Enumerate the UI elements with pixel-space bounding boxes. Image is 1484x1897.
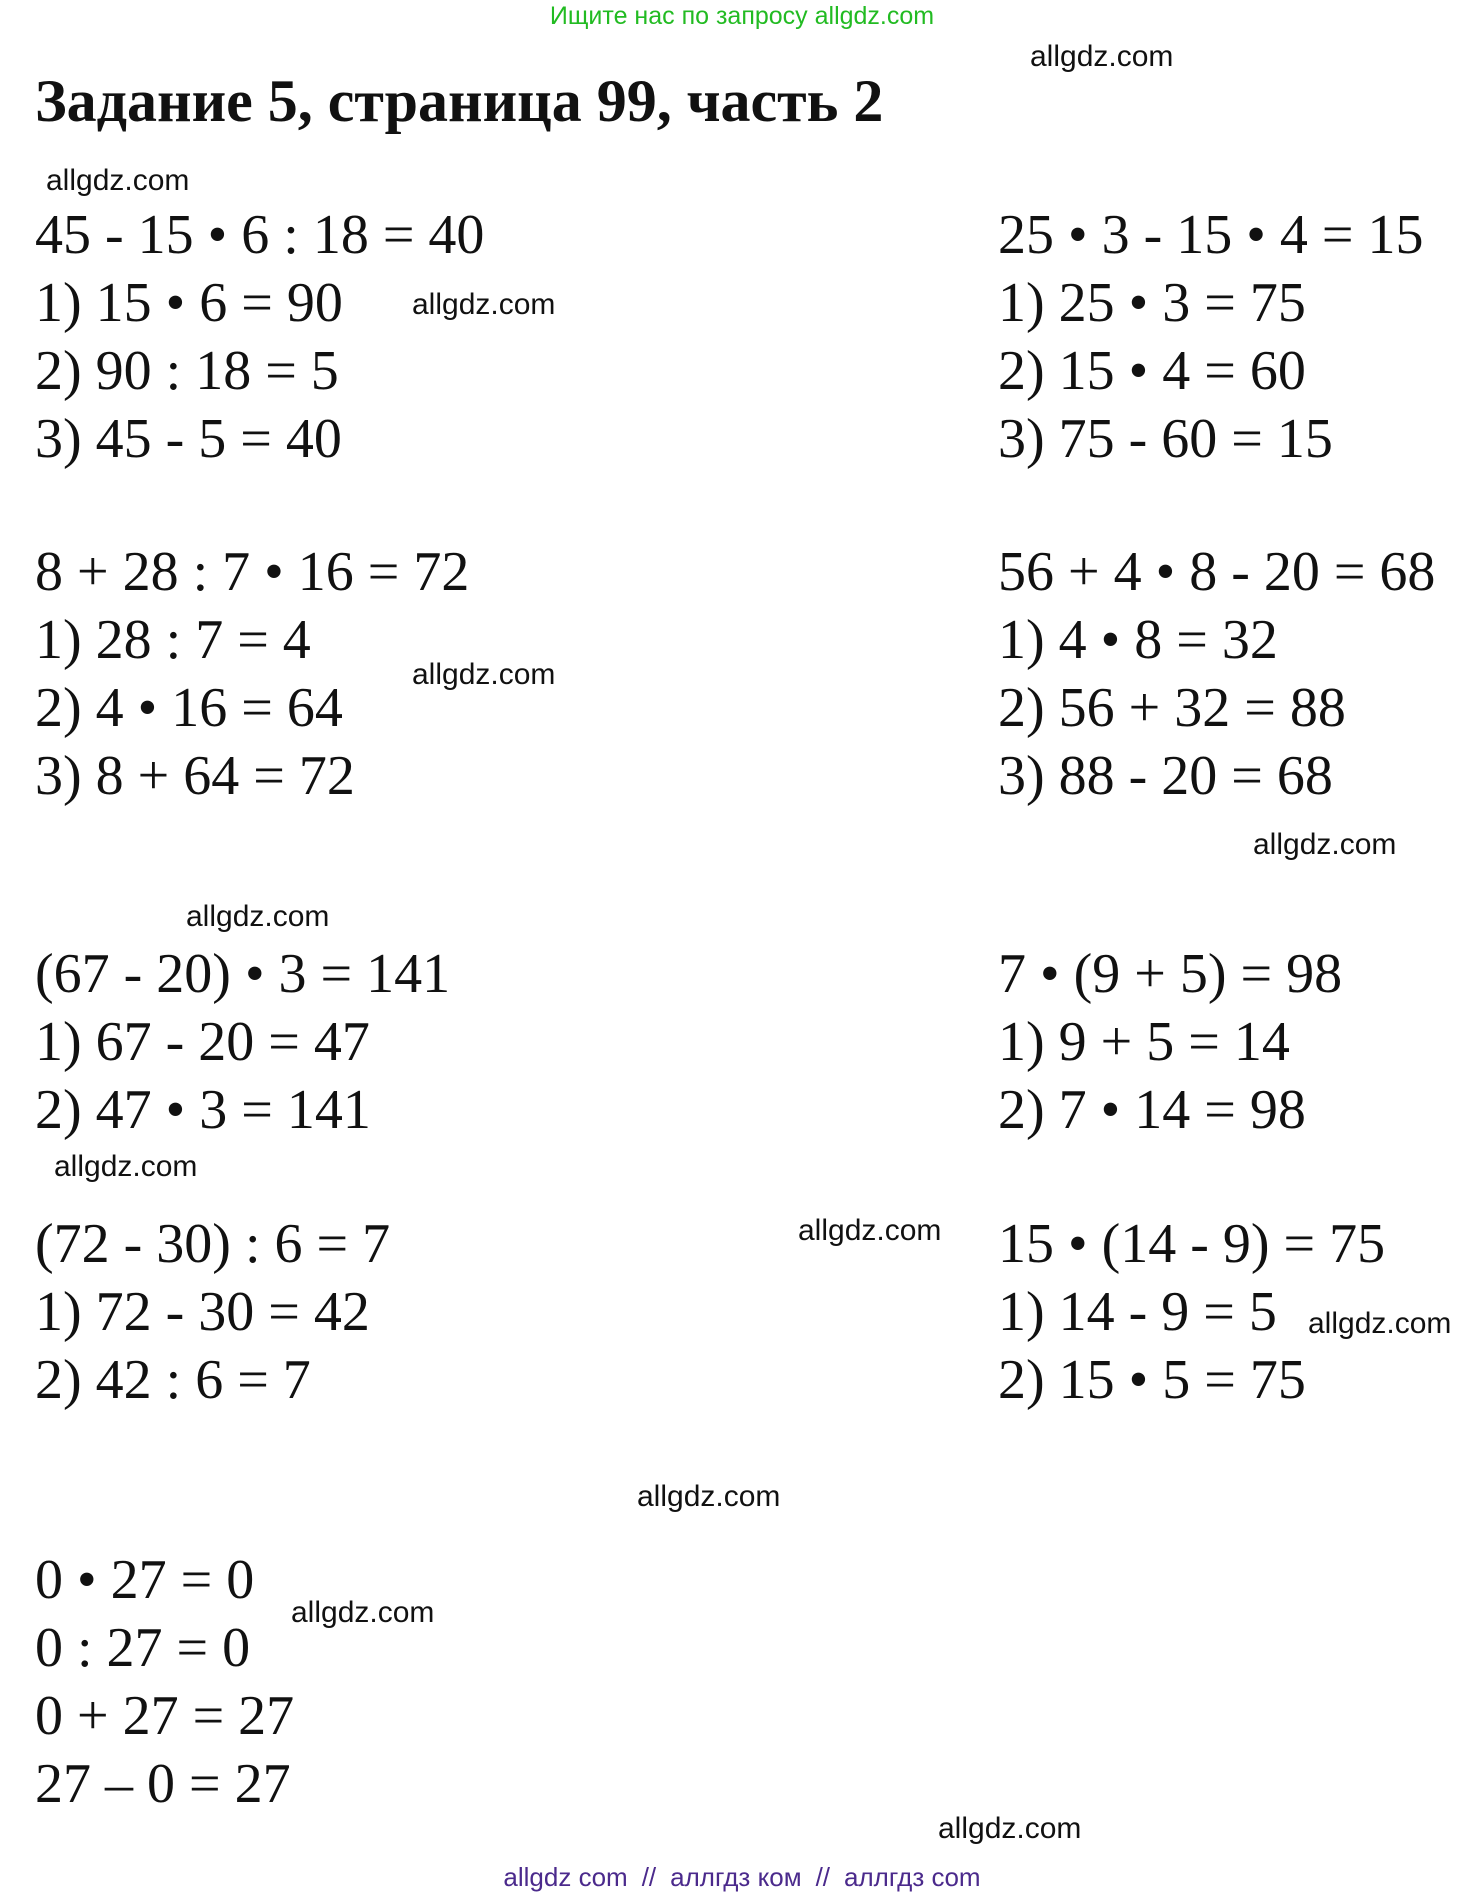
equation-line: 8 + 28 : 7 • 16 = 72 bbox=[35, 541, 470, 603]
step-line: 2) 90 : 18 = 5 bbox=[35, 340, 339, 402]
watermark: allgdz.com bbox=[938, 1812, 1082, 1845]
step-line: 2) 7 • 14 = 98 bbox=[998, 1079, 1306, 1141]
step-line: 1) 9 + 5 = 14 bbox=[998, 1011, 1290, 1073]
watermark: allgdz.com bbox=[1308, 1307, 1452, 1340]
step-line: 2) 15 • 5 = 75 bbox=[998, 1349, 1306, 1411]
footer-link-2[interactable]: аллгдз ком bbox=[670, 1862, 802, 1892]
step-line: 3) 75 - 60 = 15 bbox=[998, 408, 1333, 470]
step-line: 2) 15 • 4 = 60 bbox=[998, 340, 1306, 402]
watermark: allgdz.com bbox=[798, 1214, 942, 1247]
equation-block-6 bbox=[998, 940, 1342, 1144]
step-line: 1) 25 • 3 = 75 bbox=[998, 272, 1306, 334]
footer-separator: // bbox=[815, 1862, 831, 1892]
equation-line: (72 - 30) : 6 = 7 bbox=[35, 1213, 391, 1275]
equation-line: 25 • 3 - 15 • 4 = 15 bbox=[998, 204, 1424, 266]
footer-link-3[interactable]: аллгдз com bbox=[844, 1862, 981, 1892]
equation-line: 45 - 15 • 6 : 18 = 40 bbox=[35, 204, 485, 266]
step-line: 1) 28 : 7 = 4 bbox=[35, 609, 311, 671]
equation-line: 0 : 27 = 0 bbox=[35, 1617, 251, 1679]
watermark: allgdz.com bbox=[186, 900, 330, 933]
step-line: 1) 67 - 20 = 47 bbox=[35, 1011, 370, 1073]
equation-block-8 bbox=[998, 1210, 1385, 1414]
equation-line: 15 • (14 - 9) = 75 bbox=[998, 1213, 1386, 1275]
step-line: 2) 47 • 3 = 141 bbox=[35, 1079, 371, 1141]
watermark: allgdz.com bbox=[412, 288, 556, 321]
equation-block-1 bbox=[35, 201, 484, 473]
footer-link-1[interactable]: allgdz com bbox=[503, 1862, 628, 1892]
equation-block-7 bbox=[35, 1210, 390, 1414]
equation-line: 7 • (9 + 5) = 98 bbox=[998, 943, 1343, 1005]
step-line: 1) 4 • 8 = 32 bbox=[998, 609, 1278, 671]
equation-block-3 bbox=[35, 538, 469, 810]
watermark: allgdz.com bbox=[412, 658, 556, 691]
equation-block-2 bbox=[998, 201, 1423, 473]
equation-line: 0 • 27 = 0 bbox=[35, 1549, 255, 1611]
equation-line: 27 – 0 = 27 bbox=[35, 1753, 291, 1815]
equation-line: 56 + 4 • 8 - 20 = 68 bbox=[998, 541, 1436, 603]
equation-block-9 bbox=[35, 1546, 294, 1818]
step-line: 2) 56 + 32 = 88 bbox=[998, 677, 1346, 739]
watermark: allgdz.com bbox=[46, 164, 190, 197]
step-line: 2) 42 : 6 = 7 bbox=[35, 1349, 311, 1411]
equation-block-4 bbox=[998, 538, 1435, 810]
top-banner[interactable]: Ищите нас по запросу allgdz.com bbox=[549, 2, 935, 30]
step-line: 3) 45 - 5 = 40 bbox=[35, 408, 342, 470]
watermark: allgdz.com bbox=[54, 1150, 198, 1183]
equation-block-5 bbox=[35, 940, 450, 1144]
step-line: 3) 8 + 64 = 72 bbox=[35, 745, 355, 807]
step-line: 1) 72 - 30 = 42 bbox=[35, 1281, 370, 1343]
watermark: allgdz.com bbox=[1030, 40, 1174, 73]
watermark: allgdz.com bbox=[637, 1480, 781, 1513]
watermark: allgdz.com bbox=[291, 1596, 435, 1629]
footer-separator: // bbox=[641, 1862, 657, 1892]
step-line: 1) 14 - 9 = 5 bbox=[998, 1281, 1277, 1343]
equation-line: 0 + 27 = 27 bbox=[35, 1685, 295, 1747]
step-line: 2) 4 • 16 = 64 bbox=[35, 677, 343, 739]
footer-links bbox=[0, 1862, 1484, 1893]
step-line: 1) 15 • 6 = 90 bbox=[35, 272, 343, 334]
equation-line: (67 - 20) • 3 = 141 bbox=[35, 943, 451, 1005]
step-line: 3) 88 - 20 = 68 bbox=[998, 745, 1333, 807]
page-title: Задание 5, страница 99, часть 2 bbox=[35, 68, 884, 134]
watermark: allgdz.com bbox=[1253, 828, 1397, 861]
